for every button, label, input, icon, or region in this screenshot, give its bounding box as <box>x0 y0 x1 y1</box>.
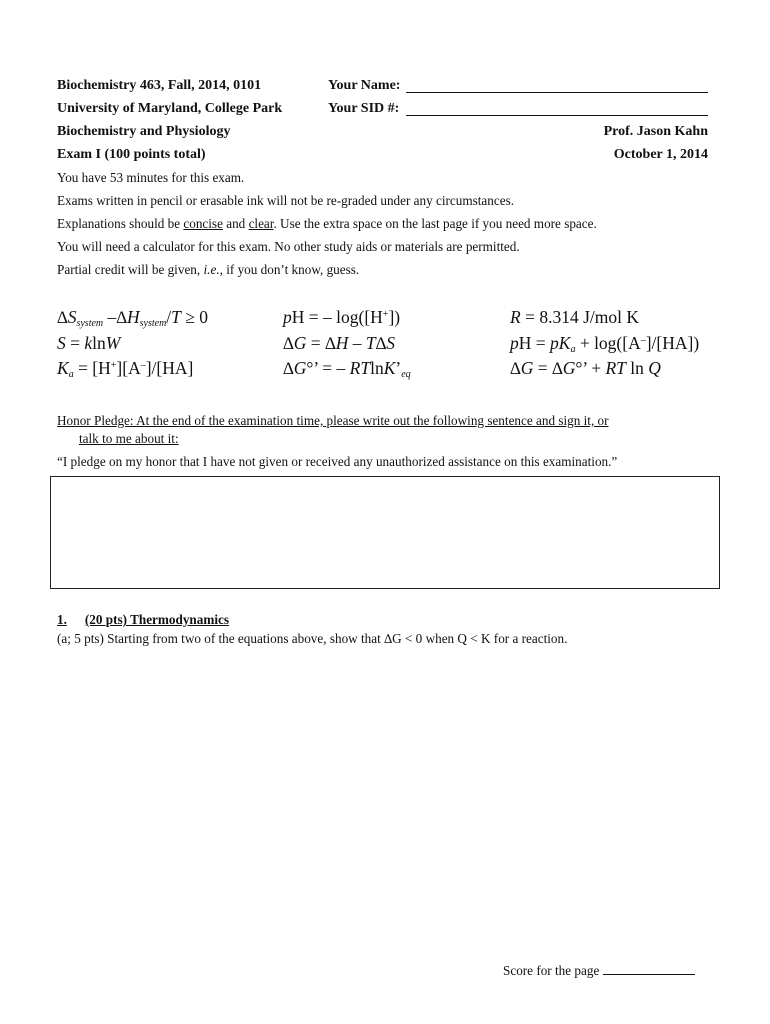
instruction-explanations: Explanations should be concise and clear. Use the extra space on the last page if you need more space. <box>57 216 597 231</box>
answer-area[interactable] <box>57 652 707 947</box>
exam-date: October 1, 2014 <box>613 147 708 162</box>
score-for-page: Score for the page <box>503 961 695 979</box>
equation-gas-constant: R = 8.314 J/mol K <box>510 307 639 327</box>
instruction-partial-credit: Partial credit will be given, i.e., if you don’t know, guess. <box>57 262 360 277</box>
name-blank[interactable] <box>406 78 708 93</box>
sid-blank[interactable] <box>406 101 708 116</box>
honor-pledge-line2: talk to me about it: <box>79 431 179 446</box>
subtitle-line: Biochemistry and Physiology <box>57 124 231 139</box>
question1-heading: 1. (20 pts) Thermodynamics <box>57 612 229 627</box>
honor-pledge-quote: “I pledge on my honor that I have not given or received any unauthorized assistance on this examination.” <box>57 454 618 469</box>
instruction-calculator: You will need a calculator for this exam. No other study aids or materials are permitted. <box>57 239 520 254</box>
equation-ph: pH = – log([H+]) <box>283 307 401 327</box>
equation-henderson: pH = $pK_a + \log([A^-]/[HA])$ <box>510 333 700 355</box>
signature-box[interactable] <box>50 476 720 589</box>
instruction-ink: Exams written in pencil or erasable ink will not be re-graded under any circumstances. <box>57 193 515 208</box>
equation-gibbs: ∆G = ∆H – T∆S <box>283 333 396 353</box>
equation-standard-gibbs: ∆G°’ = – $RTlnK’_{eq}$ <box>283 358 411 380</box>
exam-line: Exam I (100 points total) <box>57 147 206 162</box>
course-line: Biochemistry 463, Fall, 2014, 0101 <box>57 78 262 93</box>
equation-boltzmann: S = klnW <box>57 333 121 353</box>
instruction-time: You have 53 minutes for this exam. <box>57 170 245 185</box>
honor-pledge-line1: Honor Pledge: At the end of the examination time, please write out the following sentence and sign it, or <box>57 413 609 428</box>
sid-label: Your SID #: <box>328 101 400 116</box>
name-field[interactable] <box>328 78 708 94</box>
name-label: Your Name: <box>328 78 401 93</box>
university-line: University of Maryland, College Park <box>57 101 283 116</box>
professor: Prof. Jason Kahn <box>603 124 708 139</box>
score-blank[interactable] <box>603 961 695 975</box>
equation-reaction-gibbs: ∆G = ∆G°’ + RT ln Q <box>510 358 661 378</box>
sid-field[interactable] <box>328 101 708 117</box>
equation-entropy: $\Delta S_{system}$ $-\Delta H_{system}/T \ge 0$ <box>57 307 209 329</box>
question1-part-a: (a; 5 pts) Starting from two of the equations above, show that ∆G < 0 when Q < K for a reaction. <box>57 631 568 646</box>
equation-ka: $K_a = [H^+][A^-]/[HA]$ <box>57 358 194 380</box>
